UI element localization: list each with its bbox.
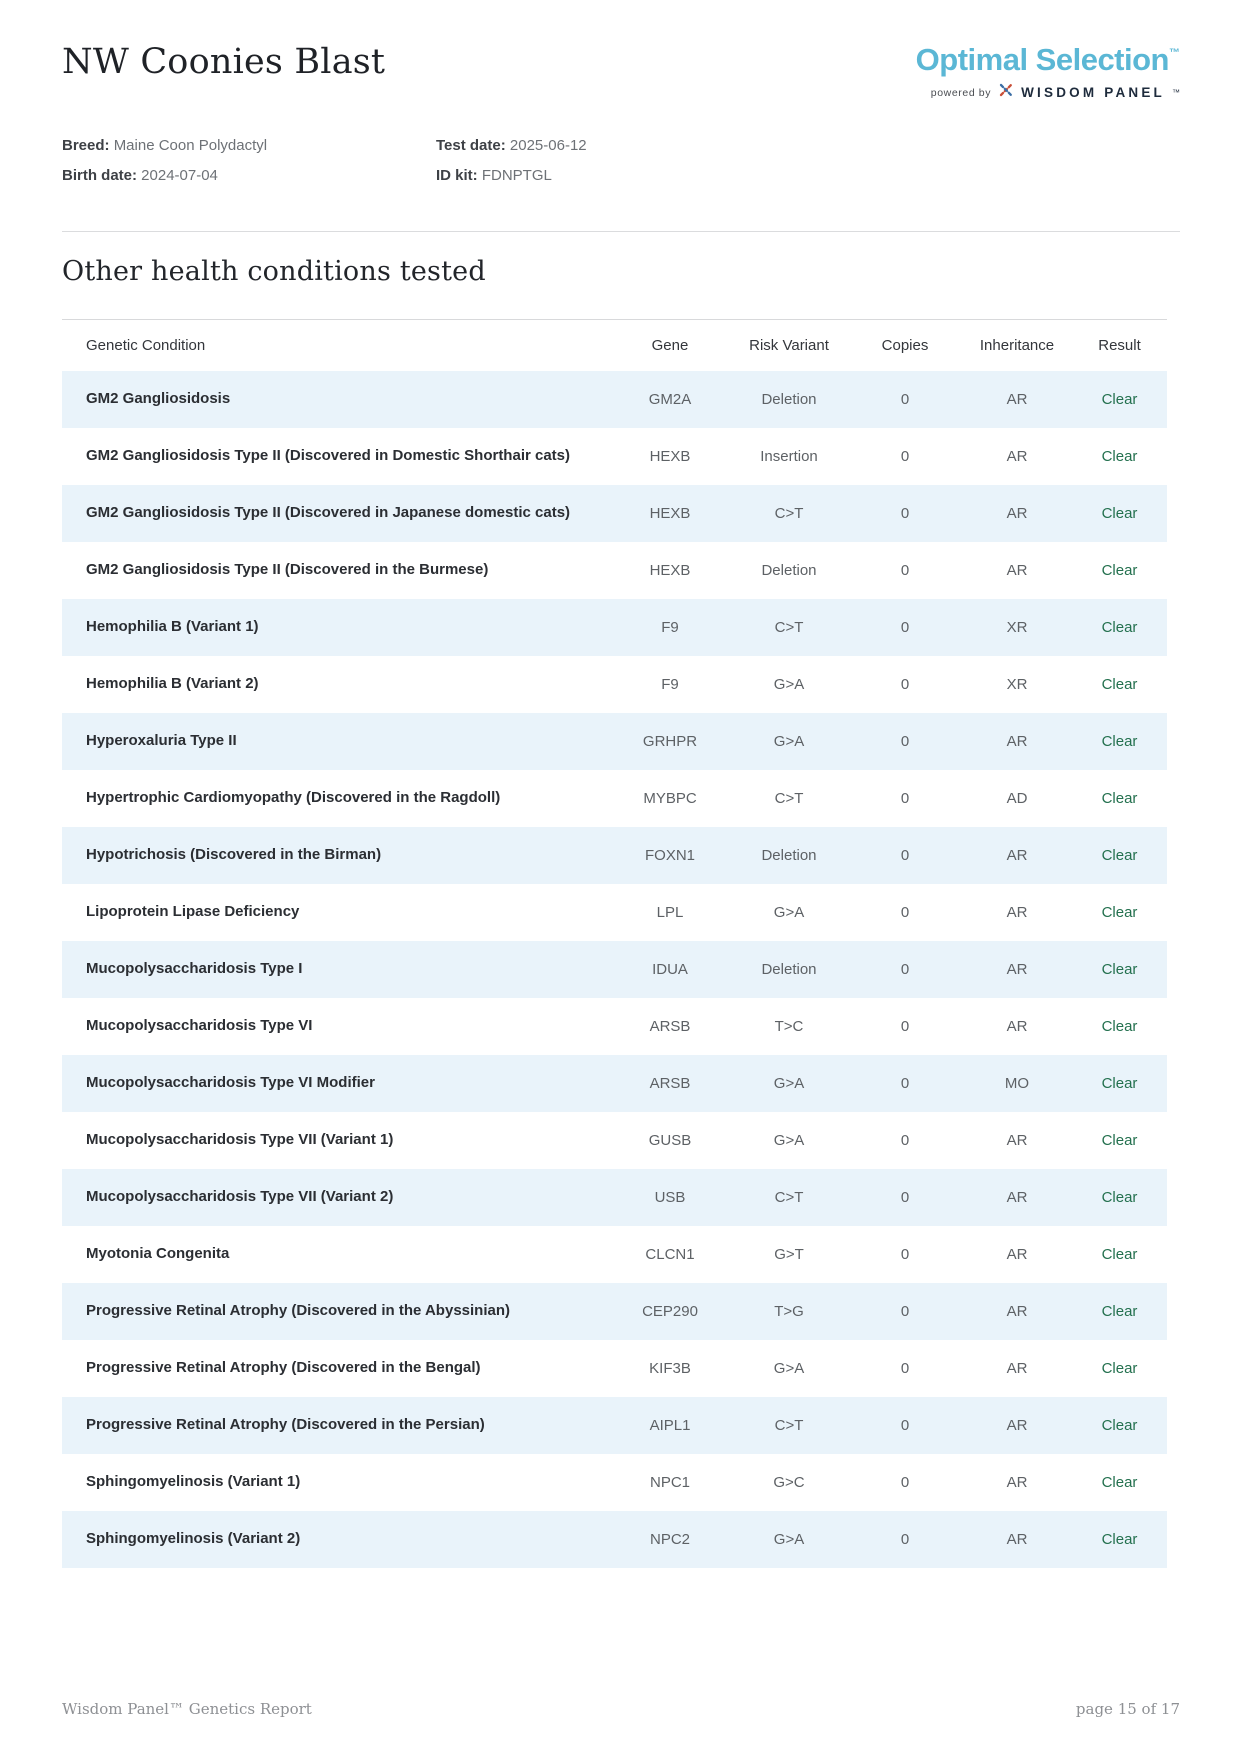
copies-cell: 0 — [900, 448, 910, 465]
gene-cell: GUSB — [648, 1132, 692, 1149]
copies-cell: 0 — [900, 1246, 910, 1263]
gene-cell: GM2A — [648, 391, 692, 408]
risk-variant-cell: G>A — [773, 1360, 805, 1377]
brand-name: Optimal Selection — [915, 42, 1169, 77]
copies-cell: 0 — [900, 1189, 910, 1206]
breed-row — [62, 135, 436, 158]
result-link[interactable]: Clear — [1101, 790, 1138, 807]
condition-name: Hemophilia B (Variant 2) — [86, 675, 259, 693]
copies-cell: 0 — [900, 847, 910, 864]
test-date-row — [436, 135, 587, 158]
condition-name: Mucopolysaccharidosis Type VI Modifier — [86, 1074, 375, 1092]
gene-cell: ARSB — [649, 1018, 691, 1035]
table-row — [62, 656, 1167, 713]
gene-cell: USB — [654, 1189, 686, 1206]
inheritance-cell: AR — [1006, 904, 1028, 921]
table-row — [62, 1226, 1167, 1283]
conditions-table — [62, 319, 1167, 1568]
inheritance-cell: AD — [1006, 790, 1028, 807]
table-body — [62, 371, 1167, 1568]
condition-name: Mucopolysaccharidosis Type I — [86, 960, 303, 978]
gene-cell: CLCN1 — [645, 1246, 695, 1263]
condition-name: Progressive Retinal Atrophy (Discovered in the Bengal) — [86, 1359, 481, 1377]
birth-date-label: Birth date: — [62, 166, 137, 184]
powered-by-row — [916, 82, 1180, 103]
table-row — [62, 542, 1167, 599]
inheritance-cell: AR — [1006, 505, 1028, 522]
test-date-label: Test date: — [436, 137, 506, 154]
brand-wordmark — [916, 44, 1180, 75]
breed-value: Maine Coon Polydactyl — [113, 137, 268, 154]
risk-variant-cell: G>A — [773, 1132, 805, 1149]
page-footer — [62, 1700, 1180, 1718]
table-row — [62, 941, 1167, 998]
risk-variant-cell: Insertion — [760, 448, 818, 465]
copies-cell: 0 — [900, 1132, 910, 1149]
condition-name: Mucopolysaccharidosis Type VI — [86, 1017, 313, 1035]
risk-variant-cell: G>A — [773, 1075, 805, 1092]
inheritance-cell: AR — [1006, 1246, 1028, 1263]
gene-cell: HEXB — [649, 562, 691, 579]
result-link[interactable]: Clear — [1101, 1531, 1138, 1548]
table-row — [62, 884, 1167, 941]
optimal-selection-logo — [916, 42, 1180, 103]
risk-variant-cell: G>A — [773, 1531, 805, 1548]
copies-cell: 0 — [900, 904, 910, 921]
inheritance-cell: AR — [1006, 448, 1028, 465]
risk-variant-cell: G>A — [773, 733, 805, 750]
gene-cell: F9 — [661, 676, 679, 693]
copies-cell: 0 — [900, 1474, 910, 1491]
risk-variant-cell: C>T — [774, 790, 804, 807]
condition-name: GM2 Gangliosidosis Type II (Discovered in the Burmese) — [86, 561, 489, 579]
id-kit-label: ID kit: — [436, 166, 478, 184]
copies-cell: 0 — [900, 676, 910, 693]
col-inheritance: Inheritance — [979, 337, 1055, 354]
result-link[interactable]: Clear — [1101, 904, 1138, 921]
table-row — [62, 1112, 1167, 1169]
condition-name: Hypotrichosis (Discovered in the Birman) — [86, 846, 382, 864]
result-link[interactable]: Clear — [1101, 1189, 1138, 1206]
copies-cell: 0 — [900, 1303, 910, 1320]
birth-date-value: 2024-07-04 — [141, 166, 218, 184]
pet-name: NW Coonies Blast — [62, 42, 386, 82]
risk-variant-cell: Deletion — [761, 961, 817, 978]
inheritance-cell: AR — [1006, 1018, 1028, 1035]
col-result: Result — [1098, 337, 1141, 354]
inheritance-cell: AR — [1006, 1474, 1028, 1491]
id-kit-row — [436, 165, 587, 188]
copies-cell: 0 — [900, 1531, 910, 1548]
condition-name: Myotonia Congenita — [86, 1245, 230, 1263]
condition-name: Hemophilia B (Variant 1) — [86, 618, 259, 636]
footer-report-name: Wisdom Panel™ Genetics Report — [62, 1700, 312, 1718]
gene-cell: LPL — [656, 904, 684, 921]
gene-cell: HEXB — [649, 448, 691, 465]
result-link[interactable]: Clear — [1101, 619, 1138, 636]
gene-cell: HEXB — [649, 505, 691, 522]
condition-name: GM2 Gangliosidosis — [86, 390, 231, 408]
inheritance-cell: AR — [1006, 391, 1028, 408]
condition-name: GM2 Gangliosidosis Type II (Discovered in Japanese domestic cats) — [86, 504, 571, 522]
condition-name: Lipoprotein Lipase Deficiency — [86, 903, 300, 921]
footer-page-number: page 15 of 17 — [1075, 1700, 1180, 1718]
col-copies: Copies — [881, 337, 929, 354]
result-link[interactable]: Clear — [1101, 505, 1138, 522]
risk-variant-cell: Deletion — [761, 847, 817, 864]
header-divider — [62, 231, 1180, 232]
table-row — [62, 599, 1167, 656]
col-risk-variant: Risk Variant — [749, 337, 829, 354]
condition-name: Mucopolysaccharidosis Type VII (Variant 2) — [86, 1188, 394, 1206]
inheritance-cell: XR — [1006, 676, 1028, 693]
condition-name: Mucopolysaccharidosis Type VII (Variant 1) — [86, 1131, 394, 1149]
result-link[interactable]: Clear — [1101, 1018, 1138, 1035]
risk-variant-cell: G>A — [773, 904, 805, 921]
id-kit-value: FDNPTGL — [481, 166, 552, 184]
copies-cell: 0 — [900, 505, 910, 522]
inheritance-cell: AR — [1006, 847, 1028, 864]
condition-name: Hypertrophic Cardiomyopathy (Discovered in the Ragdoll) — [86, 789, 501, 807]
risk-variant-cell: C>T — [774, 1189, 804, 1206]
partner-trademark: ™ — [1172, 88, 1180, 97]
section-title: Other health conditions tested — [62, 256, 486, 287]
risk-variant-cell: C>T — [774, 1417, 804, 1434]
table-row — [62, 1397, 1167, 1454]
table-row — [62, 1454, 1167, 1511]
condition-name: Progressive Retinal Atrophy (Discovered in the Abyssinian) — [86, 1302, 510, 1320]
partner-wordmark: WISDOM PANEL — [1021, 85, 1165, 100]
result-link[interactable]: Clear — [1101, 1132, 1138, 1149]
result-link[interactable]: Clear — [1101, 1474, 1138, 1491]
col-gene: Gene — [651, 337, 689, 354]
result-link[interactable]: Clear — [1101, 1417, 1138, 1434]
pet-meta — [62, 135, 1180, 187]
table-row — [62, 1169, 1167, 1226]
inheritance-cell: MO — [1004, 1075, 1030, 1092]
copies-cell: 0 — [900, 1075, 910, 1092]
inheritance-cell: AR — [1006, 1132, 1028, 1149]
breed-label: Breed: — [62, 137, 110, 154]
gene-cell: GRHPR — [642, 733, 698, 750]
gene-cell: NPC1 — [649, 1474, 690, 1491]
result-link[interactable]: Clear — [1101, 1075, 1138, 1092]
result-link[interactable]: Clear — [1101, 448, 1138, 465]
result-link[interactable]: Clear — [1101, 1246, 1138, 1263]
brand-trademark: ™ — [1169, 47, 1180, 59]
gene-cell: AIPL1 — [649, 1417, 691, 1434]
risk-variant-cell: Deletion — [761, 391, 817, 408]
table-row — [62, 770, 1167, 827]
birth-date-row — [62, 165, 436, 188]
dna-helix-icon — [998, 82, 1014, 103]
result-link[interactable]: Clear — [1101, 847, 1138, 864]
copies-cell: 0 — [900, 1360, 910, 1377]
result-link[interactable]: Clear — [1101, 1303, 1138, 1320]
gene-cell: F9 — [661, 619, 679, 636]
risk-variant-cell: C>T — [774, 619, 804, 636]
inheritance-cell: AR — [1006, 1303, 1028, 1320]
test-date-value: 2025-06-12 — [509, 137, 587, 154]
powered-by-label: powered by — [930, 86, 992, 99]
table-row — [62, 485, 1167, 542]
risk-variant-cell: G>C — [773, 1474, 805, 1491]
copies-cell: 0 — [900, 961, 910, 978]
inheritance-cell: AR — [1006, 562, 1028, 579]
result-link[interactable]: Clear — [1101, 1360, 1138, 1377]
condition-name: Progressive Retinal Atrophy (Discovered in the Persian) — [86, 1416, 485, 1434]
table-row — [62, 1511, 1167, 1568]
gene-cell: CEP290 — [642, 1303, 698, 1320]
table-row — [62, 998, 1167, 1055]
copies-cell: 0 — [900, 391, 910, 408]
table-row — [62, 1283, 1167, 1340]
table-row — [62, 428, 1167, 485]
inheritance-cell: AR — [1006, 1531, 1028, 1548]
result-link[interactable]: Clear — [1101, 676, 1138, 693]
gene-cell: FOXN1 — [644, 847, 695, 864]
table-row — [62, 1340, 1167, 1397]
gene-cell: ARSB — [649, 1075, 691, 1092]
col-genetic-condition: Genetic Condition — [86, 337, 206, 354]
copies-cell: 0 — [900, 733, 910, 750]
inheritance-cell: AR — [1006, 1189, 1028, 1206]
condition-name: GM2 Gangliosidosis Type II (Discovered in Domestic Shorthair cats) — [86, 447, 571, 465]
table-row — [62, 1055, 1167, 1112]
table-row — [62, 713, 1167, 770]
table-row — [62, 371, 1167, 428]
gene-cell: NPC2 — [649, 1531, 690, 1548]
result-link[interactable]: Clear — [1101, 391, 1138, 408]
inheritance-cell: AR — [1006, 1360, 1028, 1377]
result-link[interactable]: Clear — [1101, 733, 1138, 750]
inheritance-cell: AR — [1006, 733, 1028, 750]
copies-cell: 0 — [900, 1417, 910, 1434]
inheritance-cell: AR — [1006, 1417, 1028, 1434]
result-link[interactable]: Clear — [1101, 562, 1138, 579]
copies-cell: 0 — [900, 562, 910, 579]
gene-cell: KIF3B — [649, 1360, 691, 1377]
inheritance-cell: XR — [1006, 619, 1028, 636]
table-header-row — [62, 319, 1167, 371]
copies-cell: 0 — [900, 619, 910, 636]
risk-variant-cell: T>G — [774, 1303, 804, 1320]
risk-variant-cell: Deletion — [761, 562, 817, 579]
inheritance-cell: AR — [1006, 961, 1028, 978]
table-row — [62, 827, 1167, 884]
risk-variant-cell: C>T — [774, 505, 804, 522]
risk-variant-cell: G>T — [774, 1246, 804, 1263]
condition-name: Hyperoxaluria Type II — [86, 732, 237, 750]
copies-cell: 0 — [900, 790, 910, 807]
gene-cell: IDUA — [652, 961, 688, 978]
condition-name: Sphingomyelinosis (Variant 2) — [86, 1530, 301, 1548]
copies-cell: 0 — [900, 1018, 910, 1035]
gene-cell: MYBPC — [643, 790, 697, 807]
condition-name: Sphingomyelinosis (Variant 1) — [86, 1473, 301, 1491]
result-link[interactable]: Clear — [1101, 961, 1138, 978]
risk-variant-cell: G>A — [773, 676, 805, 693]
risk-variant-cell: T>C — [774, 1018, 804, 1035]
report-header — [62, 0, 1180, 103]
